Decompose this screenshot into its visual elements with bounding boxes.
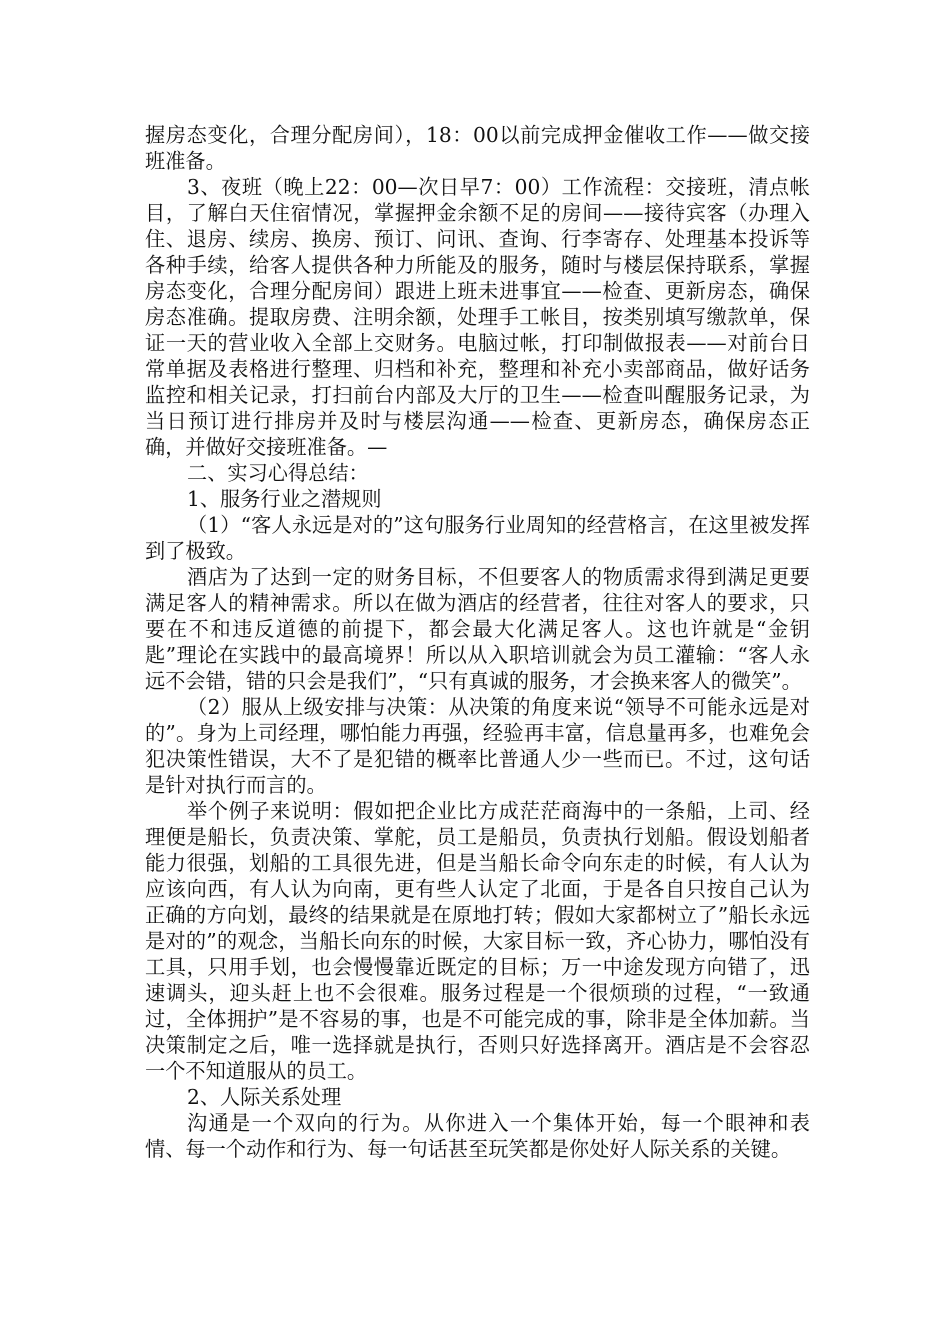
paragraph-ship-example: 举个例子来说明：假如把企业比方成茫茫商海中的一条船，上司、经理便是船长，负责决策、掌舵，员工是船员，负责执行划船。假设划船者能力很强，划船的工具很先进，但是当船长命令向东走的时候，有人认为应该向西，有人认为向南，更有些人认定了北面，于是各自只按自己认为正确的方向划，最终的结果就是在原地打转；假如大家都树立了”船长永远是对的”的观念，当船长向东的时候，大家目标一致，齐心协力，哪怕没有工具，只用手划，也会慢慢靠近既定的目标；万一中途发现方向错了，迅速调头，迎头赶上也不会很难。服务过程是一个很烦琐的过程，“一致通过，全体拥护”是不容易的事，也是不可能完成的事，除非是全体加薪。当决策制定之后，唯一选择就是执行，否则只好选择离开。酒店是不会容忍一个不知道服从的员工。 xyxy=(145,799,810,1083)
paragraph-customer-always-right: （1）“客人永远是对的”这句服务行业周知的经营格言，在这里被发挥到了极致。 xyxy=(145,513,810,563)
subheading-interpersonal-relations: 2、人际关系处理 xyxy=(187,1085,342,1109)
paragraph-hotel-financial-goals: 酒店为了达到一定的财务目标，不但要客人的物质需求得到满足更要满足客人的精神需求。所以在做为酒店的经营者，往往对客人的要求，只要在不和违反道德的前提下，都会最大化满足客人。这也许就是“金钥匙”理论在实践中的最高境界！所以从入职培训就会为员工灌输：“客人永远不会错，错的只会是我们”，“只有真诚的服务，才会换来客人的微笑”。 xyxy=(145,565,810,693)
paragraph-night-shift-workflow: 3、夜班（晚上22：00—次日早7：00）工作流程：交接班，清点帐目，了解白天住宿情况，掌握押金余额不足的房间——接待宾客（办理入住、退房、续房、换房、预订、问讯、查询、行李寄存、处理基本投诉等各种手续，给客人提供各种力所能及的服务，随时与楼层保持联系，掌握房态变化，合理分配房间）跟进上班未进事宜——检查、更新房态，确保房态准确。提取房费、注明余额，处理手工帐目，按类别填写缴款单，保证一天的营业收入全部上交财务。电脑过帐，打印制做报表——对前台日常单据及表格进行整理、归档和补充，整理和补充小卖部商品，做好话务监控和相关记录，打扫前台内部及大厅的卫生——检查叫醒服务记录，为当日预订进行排房并及时与楼层沟通——检查、更新房态，确保房态正确，并做好交接班准备。— xyxy=(145,175,810,459)
paragraph-obey-superiors: （2）服从上级安排与决策：从决策的角度来说“领导不可能永远是对的”。身为上司经理，哪怕能力再强，经验再丰富，信息量再多，也难免会犯决策性错误，大不了是犯错的概率比普通人少一些而已。不过，这句话是针对执行而言的。 xyxy=(145,695,810,797)
paragraph-communication: 沟通是一个双向的行为。从你进入一个集体开始，每一个眼神和表情、每一个动作和行为、每一句话甚至玩笑都是你处好人际关系的关键。 xyxy=(145,1111,810,1161)
document-page xyxy=(145,122,810,1162)
subheading-service-rules: 1、服务行业之潜规则 xyxy=(187,487,382,511)
section-heading-internship-summary: 二、实习心得总结： xyxy=(187,461,369,485)
paragraph-shift-handover-continued: 握房态变化，合理分配房间），18：00以前完成押金催收工作——做交接班准备。 xyxy=(145,123,810,173)
